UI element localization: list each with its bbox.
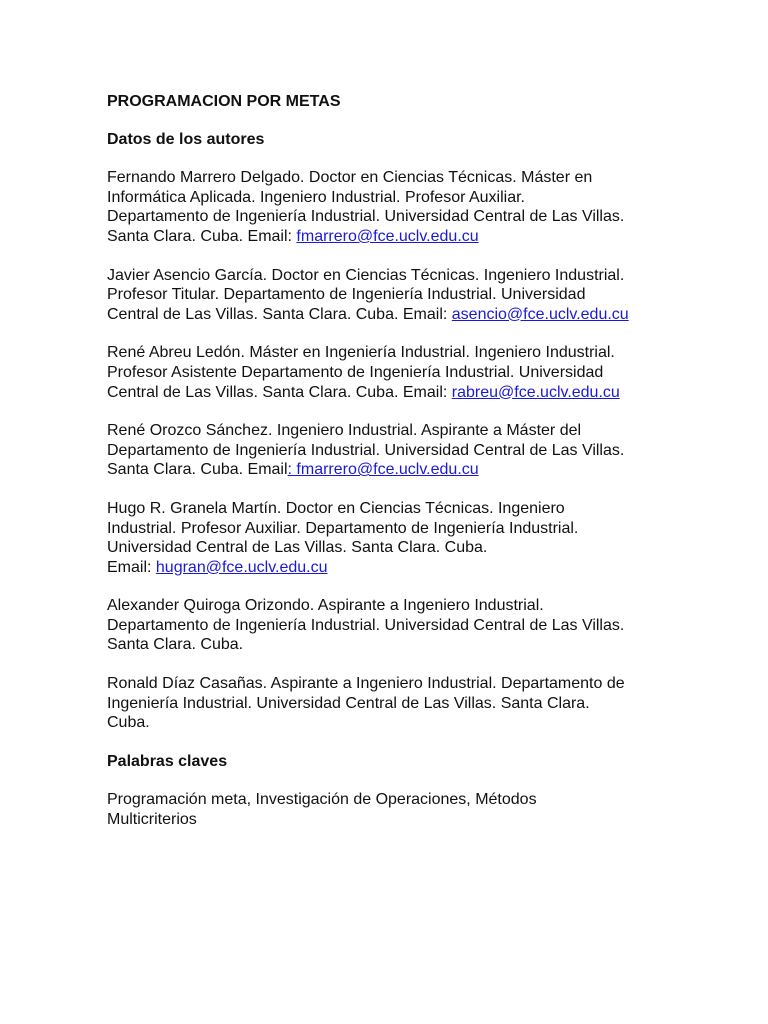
author-text: Ronald Díaz Casañas. Aspirante a Ingeniero Industrial. Departamento de Ingeniería Industrial. Universidad Central de Las Villas. Santa Clara. Cuba. bbox=[107, 675, 625, 732]
email-link[interactable]: hugran@fce.uclv.edu.cu bbox=[155, 558, 328, 576]
email-link[interactable]: : fmarrero@fce.uclv.edu.cu bbox=[287, 461, 479, 479]
author-entry-3 bbox=[107, 343, 707, 402]
email-link[interactable]: fmarrero@fce.uclv.edu.cu bbox=[296, 227, 479, 245]
author-entry-6 bbox=[107, 596, 707, 655]
authors-heading: Datos de los autores bbox=[107, 130, 265, 148]
keywords-text: Programación meta, Investigación de Operaciones, Métodos Multicriterios bbox=[107, 791, 537, 829]
document-title: PROGRAMACION POR METAS bbox=[107, 93, 341, 110]
author-entry-1 bbox=[107, 168, 707, 246]
email-link[interactable]: asencio@fce.uclv.edu.cu bbox=[451, 305, 629, 323]
author-entry-7 bbox=[107, 674, 707, 733]
author-entry-2 bbox=[107, 266, 707, 325]
keywords-heading: Palabras claves bbox=[107, 752, 228, 770]
author-text: René Orozco Sánchez. Ingeniero Industrial. Aspirante a Máster del Departamento de Ingeniería Industrial. Universidad Central de Las Villas. Santa Clara. Cuba. Email bbox=[107, 422, 625, 479]
document-page bbox=[107, 92, 707, 830]
email-link[interactable]: rabreu@fce.uclv.edu.cu bbox=[451, 383, 620, 401]
author-text: René Abreu Ledón. Máster en Ingeniería Industrial. Ingeniero Industrial. Profesor Asistente Departamento de Ingeniería Industrial. Universidad Central de Las Villas. Santa Clara. Cuba. Email: bbox=[107, 344, 615, 401]
author-entry-4 bbox=[107, 421, 707, 480]
author-text: Javier Asencio García. Doctor en Ciencias Técnicas. Ingeniero Industrial. Profesor Titular. Departamento de Ingeniería Industrial. Universidad Central de Las Villas. Santa Clara. Cuba. Email: bbox=[107, 266, 625, 323]
author-text: Hugo R. Granela Martín. Doctor en Ciencias Técnicas. Ingeniero Industrial. Profesor Auxiliar. Departamento de Ingeniería Industrial. Universidad Central de Las Villas. Santa Clara. Cuba. Email: bbox=[107, 499, 579, 576]
author-text: Fernando Marrero Delgado. Doctor en Ciencias Técnicas. Máster en Informática Aplicada. Ingeniero Industrial. Profesor Auxiliar. Departamento de Ingeniería Industrial. Universidad Central de Las Villas. Santa Clara. Cuba. Email: bbox=[107, 169, 625, 245]
author-text: Alexander Quiroga Orizondo. Aspirante a Ingeniero Industrial. Departamento de Ingeniería Industrial. Universidad Central de Las Villas. Santa Clara. Cuba. bbox=[107, 597, 625, 654]
author-entry-5 bbox=[107, 499, 707, 577]
